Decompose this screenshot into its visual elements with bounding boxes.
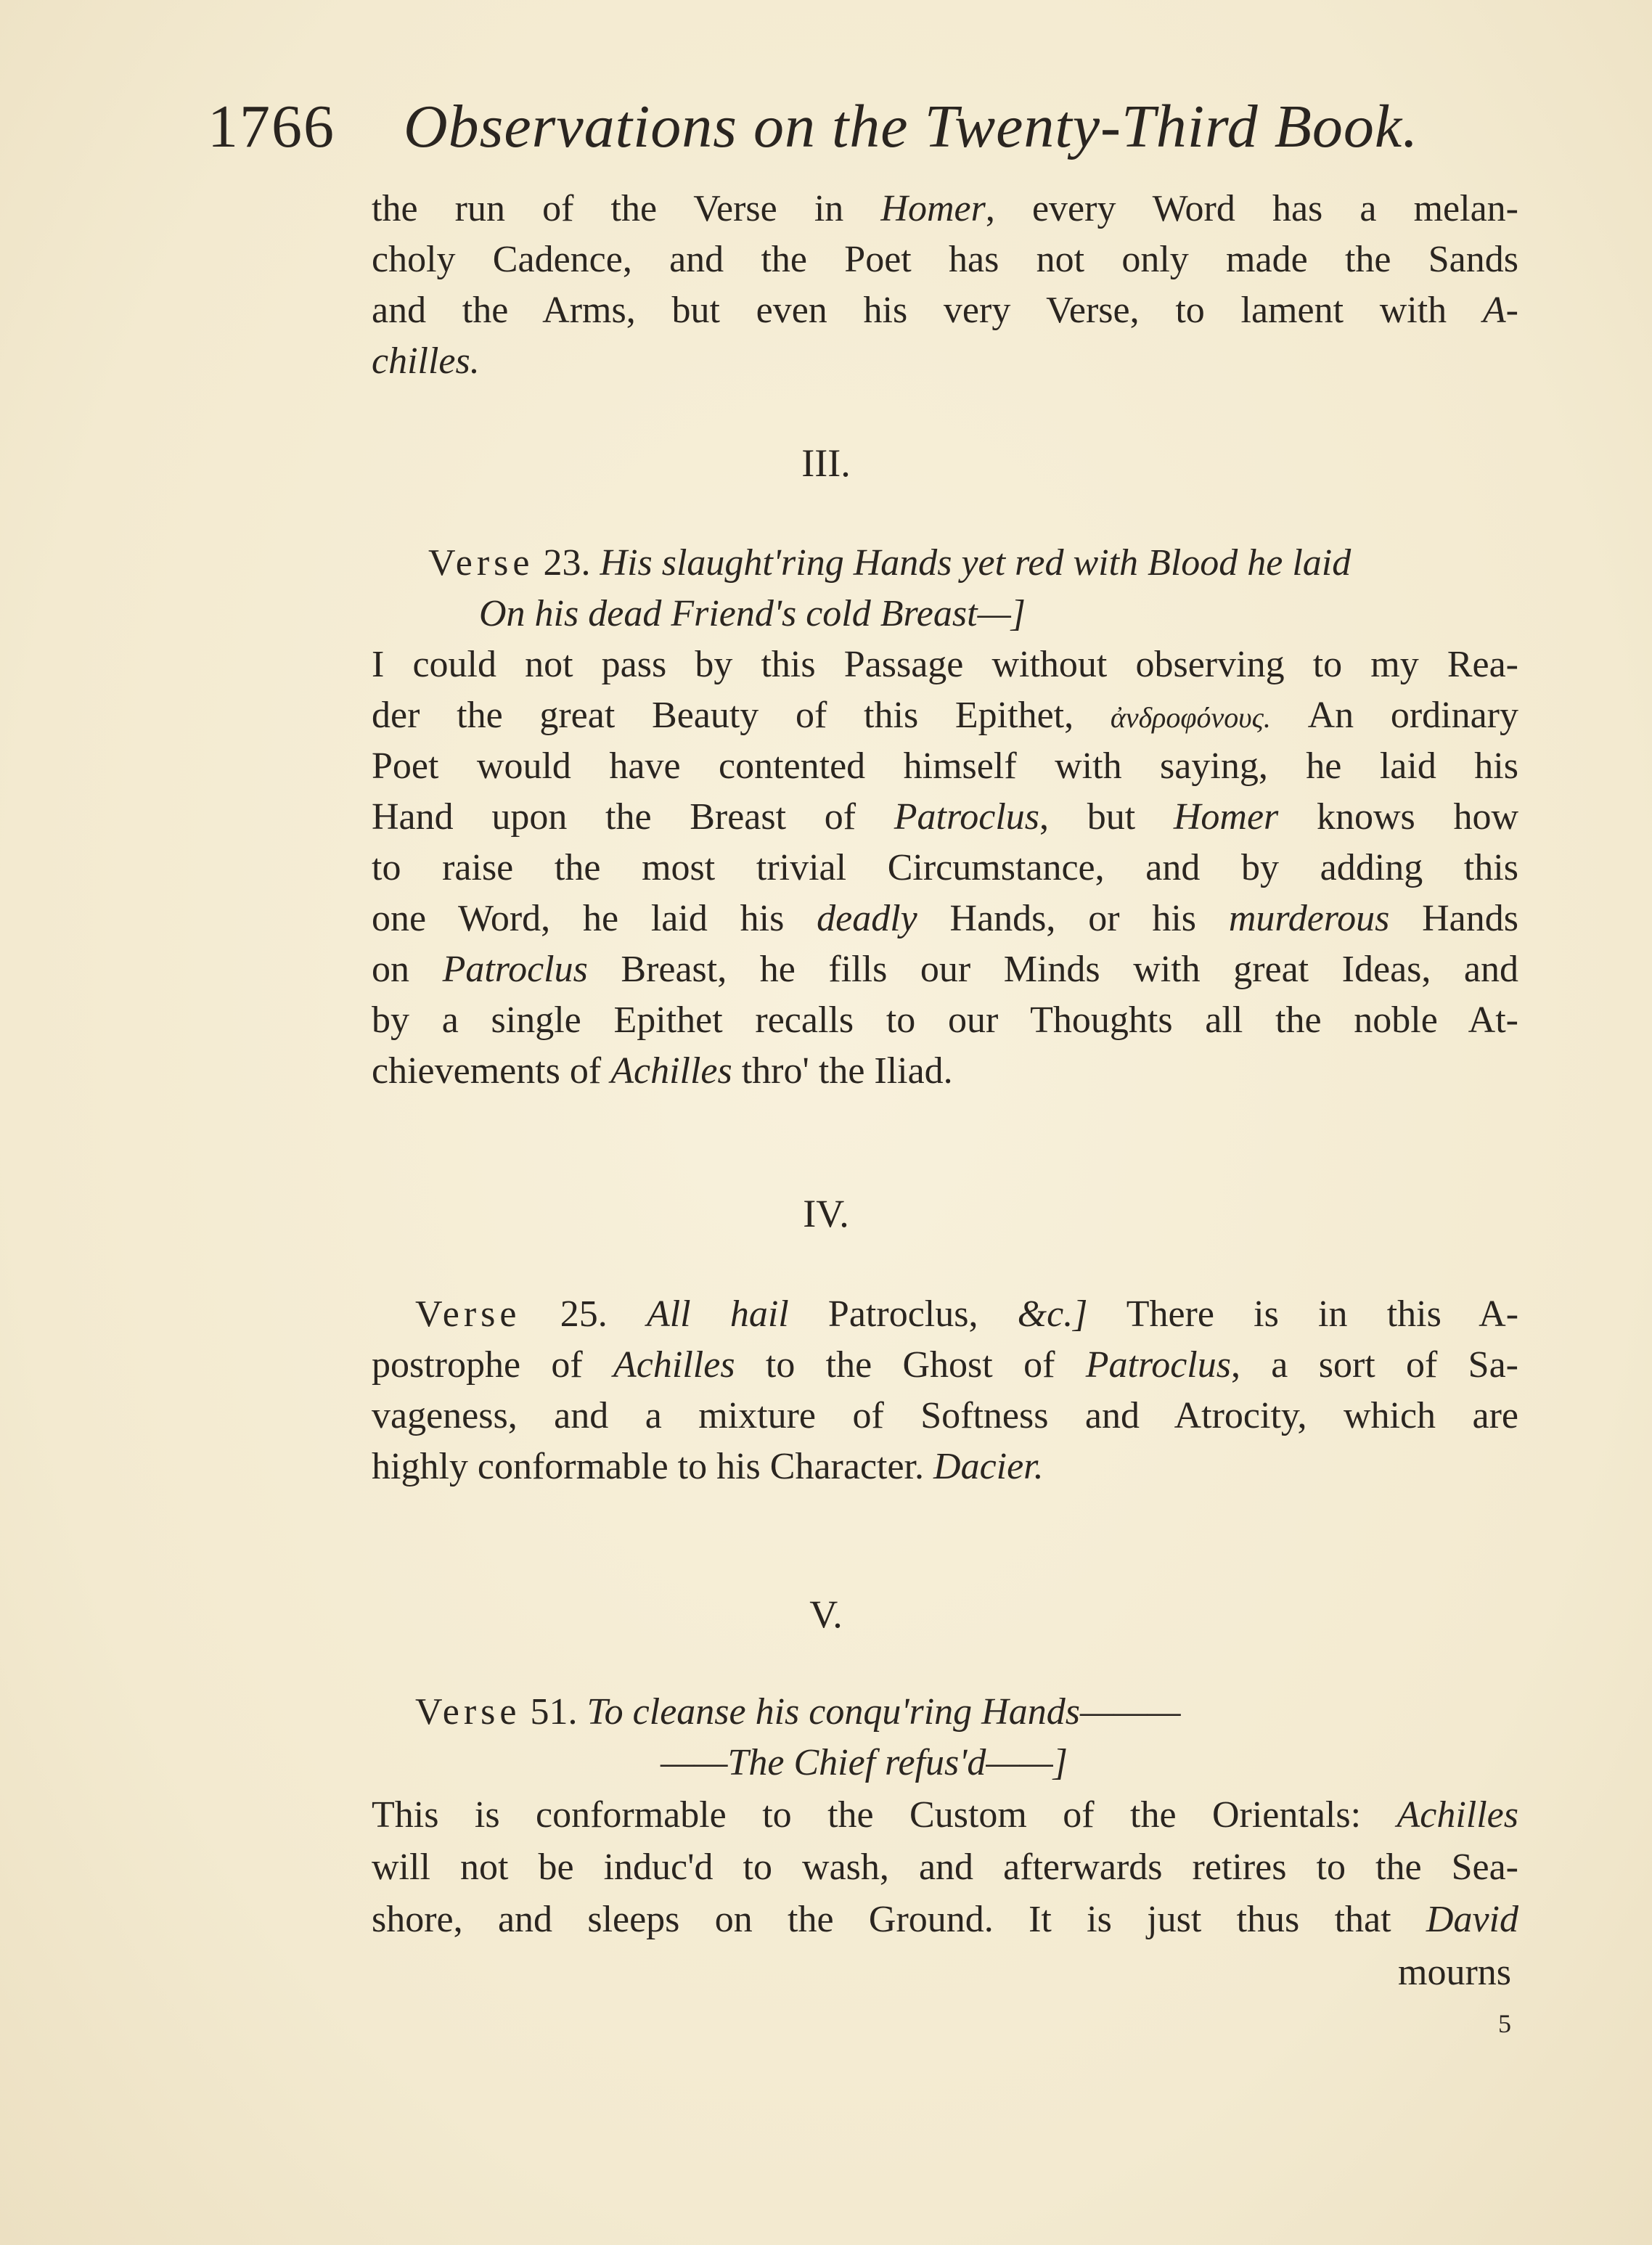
text-line: chievements of Achilles thro' the Iliad.: [372, 1050, 953, 1092]
text-line: shore, and sleeps on the Ground. It is just thus that David: [372, 1899, 1518, 1940]
page-number: 1766: [208, 93, 335, 160]
text-line: one Word, he laid his deadly Hands, or his murderous Hands: [372, 898, 1519, 939]
section-numeral: III.: [801, 441, 851, 485]
text-line: postrophe of Achilles to the Ghost of Patroclus, a sort of Sa-: [372, 1344, 1518, 1386]
lemma-continuation: ——The Chief refus'd——]: [661, 1742, 1068, 1783]
text-line: der the great Beauty of this Epithet, ἀνδροφόνους. An ordinary: [372, 695, 1518, 736]
text-line: on Patroclus Breast, he fills our Minds with great Ideas, and: [372, 949, 1519, 990]
text-line: I could not pass by this Passage without observing to my Rea-: [372, 644, 1518, 685]
text-line: and the Arms, but even his very Verse, to lament with A-: [372, 290, 1518, 331]
running-title: Observations on the Twenty-Third Book.: [404, 93, 1419, 160]
text-line: choly Cadence, and the Poet has not only made the Sands: [372, 239, 1518, 280]
text-line: This is conformable to the Custom of the Orientals: Achilles: [372, 1794, 1518, 1836]
text-line: to raise the most trivial Circumstance, and by adding this: [372, 847, 1518, 888]
page-header: [208, 91, 1442, 179]
text-line: vageness, and a mixture of Softness and Atrocity, which are: [372, 1395, 1518, 1436]
text-line: by a single Epithet recalls to our Thoughts all the noble At-: [372, 999, 1518, 1041]
section-numeral: IV.: [803, 1192, 849, 1235]
section-numeral: V.: [809, 1592, 843, 1636]
text-line: Hand upon the Breast of Patroclus, but Homer knows how: [372, 796, 1518, 838]
text-line: highly conformable to his Character. Dacier.: [372, 1446, 1044, 1487]
text-line: the run of the Verse in Homer, every Word has a melan-: [372, 188, 1518, 229]
verse-reference: Verse 23. His slaught'ring Hands yet red with Blood he laid: [428, 542, 1352, 584]
verse-reference: Verse 25. All hail Patroclus, &c.] There is in this A-: [415, 1293, 1519, 1335]
text-line: Poet would have contented himself with saying, he laid his: [372, 745, 1518, 787]
catchword: mourns: [1398, 1952, 1511, 1993]
lemma-continuation: On his dead Friend's cold Breast—]: [479, 593, 1026, 634]
text-line: chilles.: [372, 340, 480, 382]
verse-reference: Verse 51. To cleanse his conqu'ring Hands———: [415, 1691, 1181, 1733]
signature-mark: 5: [1498, 2009, 1511, 2038]
text-line: will not be induc'd to wash, and afterwards retires to the Sea-: [372, 1847, 1518, 1888]
